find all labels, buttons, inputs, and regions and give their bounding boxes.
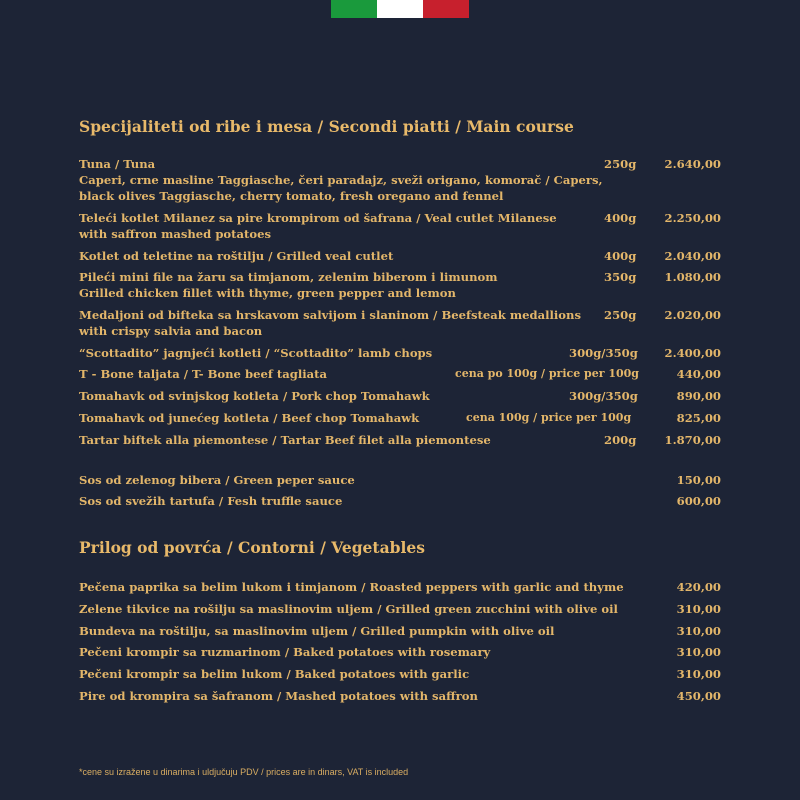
item-desc: with saffron mashed potatoes [79, 227, 272, 241]
item-name: Kotlet od teletine na roštilju / Grilled veal cutlet [79, 249, 394, 263]
menu-item [79, 366, 721, 382]
menu-item [79, 269, 721, 301]
sauce-item [79, 493, 721, 509]
vegetables-title: Prilog od povrća / Contorni / Vegetables [79, 538, 425, 557]
item-price: 2.400,00 [664, 346, 721, 360]
item-price: 450,00 [676, 689, 721, 703]
item-name: “Scottadito” jagnjeći kotleti / “Scottadito” lamb chops [79, 346, 433, 360]
item-name: T - Bone taljata / T- Bone beef tagliata [79, 367, 328, 381]
item-desc: Caperi, crne masline Taggiasche, čeri paradajz, sveži origano, komorač / Capers, [79, 173, 603, 187]
item-price: 2.020,00 [664, 308, 721, 322]
item-price: 420,00 [676, 580, 721, 594]
item-name: Pečeni krompir sa ruzmarinom / Baked potatoes with rosemary [79, 645, 491, 659]
item-name: Sos od svežih tartufa / Fesh truffle sauce [79, 494, 343, 508]
menu-item [79, 623, 721, 639]
item-qty: cena po 100g / price per 100g [455, 367, 639, 380]
item-name: Teleći kotlet Milanez sa pire krompirom od šafrana / Veal cutlet Milanese [79, 211, 557, 225]
item-name: Zelene tikvice na rošilju sa maslinovim uljem / Grilled green zucchini with olive oil [79, 602, 618, 616]
item-name: Medaljoni od bifteka sa hrskavom salvijom i slaninom / Beefsteak medallions [79, 308, 581, 322]
menu-item [79, 432, 721, 448]
item-qty: cena 100g / price per 100g [466, 411, 632, 424]
item-price: 310,00 [676, 645, 721, 659]
item-desc: Grilled chicken fillet with thyme, green pepper and lemon [79, 286, 456, 300]
item-name: Sos od zelenog bibera / Green peper sauce [79, 473, 355, 487]
item-name: Pečena paprika sa belim lukom i timjanom / Roasted peppers with garlic and thyme [79, 580, 624, 594]
item-qty: 250g [604, 157, 637, 171]
flag-stripe-green [331, 0, 377, 18]
italian-flag [331, 0, 469, 18]
menu-item [79, 579, 721, 595]
item-qty: 300g/350g [569, 389, 638, 403]
item-name: Tomahavk od svinjskog kotleta / Pork chop Tomahawk [79, 389, 430, 403]
item-price: 310,00 [676, 624, 721, 638]
item-name: Tuna / Tuna [79, 157, 156, 171]
item-price: 2.250,00 [664, 211, 721, 225]
menu-item [79, 210, 721, 242]
menu-item [79, 345, 721, 361]
item-price: 310,00 [676, 667, 721, 681]
item-name: Pire od krompira sa šafranom / Mashed potatoes with saffron [79, 689, 478, 703]
menu-item [79, 410, 721, 426]
menu-item [79, 307, 721, 339]
item-price: 825,00 [676, 411, 721, 425]
item-price: 1.870,00 [664, 433, 721, 447]
item-price: 310,00 [676, 602, 721, 616]
item-name: Pečeni krompir sa belim lukom / Baked potatoes with garlic [79, 667, 470, 681]
item-name: Tartar biftek alla piemontese / Tartar Beef filet alla piemontese [79, 433, 491, 447]
item-name: Tomahavk od junećeg kotleta / Beef chop Tomahawk [79, 411, 420, 425]
flag-stripe-white [377, 0, 423, 18]
menu-item [79, 248, 721, 264]
footnote: *cene su izražene u dinarima i uldjučuju PDV / prices are in dinars, VAT is included [79, 767, 409, 777]
flag-stripe-red [423, 0, 469, 18]
item-price: 600,00 [676, 494, 721, 508]
sauce-item [79, 472, 721, 488]
item-desc: with crispy salvia and bacon [79, 324, 263, 338]
menu-item [79, 666, 721, 682]
item-qty: 250g [604, 308, 637, 322]
item-name: Pileći mini file na žaru sa timjanom, zelenim biberom i limunom [79, 270, 498, 284]
item-price: 2.640,00 [664, 157, 721, 171]
menu-item [79, 388, 721, 404]
item-qty: 300g/350g [569, 346, 638, 360]
item-desc: black olives Taggiasche, cherry tomato, fresh oregano and fennel [79, 189, 504, 203]
item-qty: 200g [604, 433, 637, 447]
item-qty: 400g [604, 211, 637, 225]
item-qty: 350g [604, 270, 637, 284]
item-price: 1.080,00 [664, 270, 721, 284]
item-name: Bundeva na roštilju, sa maslinovim uljem / Grilled pumpkin with olive oil [79, 624, 555, 638]
item-price: 150,00 [676, 473, 721, 487]
menu-item [79, 644, 721, 660]
menu-item [79, 156, 721, 204]
item-price: 440,00 [676, 367, 721, 381]
item-price: 2.040,00 [664, 249, 721, 263]
menu-item [79, 601, 721, 617]
main-course-title: Specijaliteti od ribe i mesa / Secondi piatti / Main course [79, 117, 574, 136]
item-price: 890,00 [676, 389, 721, 403]
item-qty: 400g [604, 249, 637, 263]
menu-item [79, 688, 721, 704]
